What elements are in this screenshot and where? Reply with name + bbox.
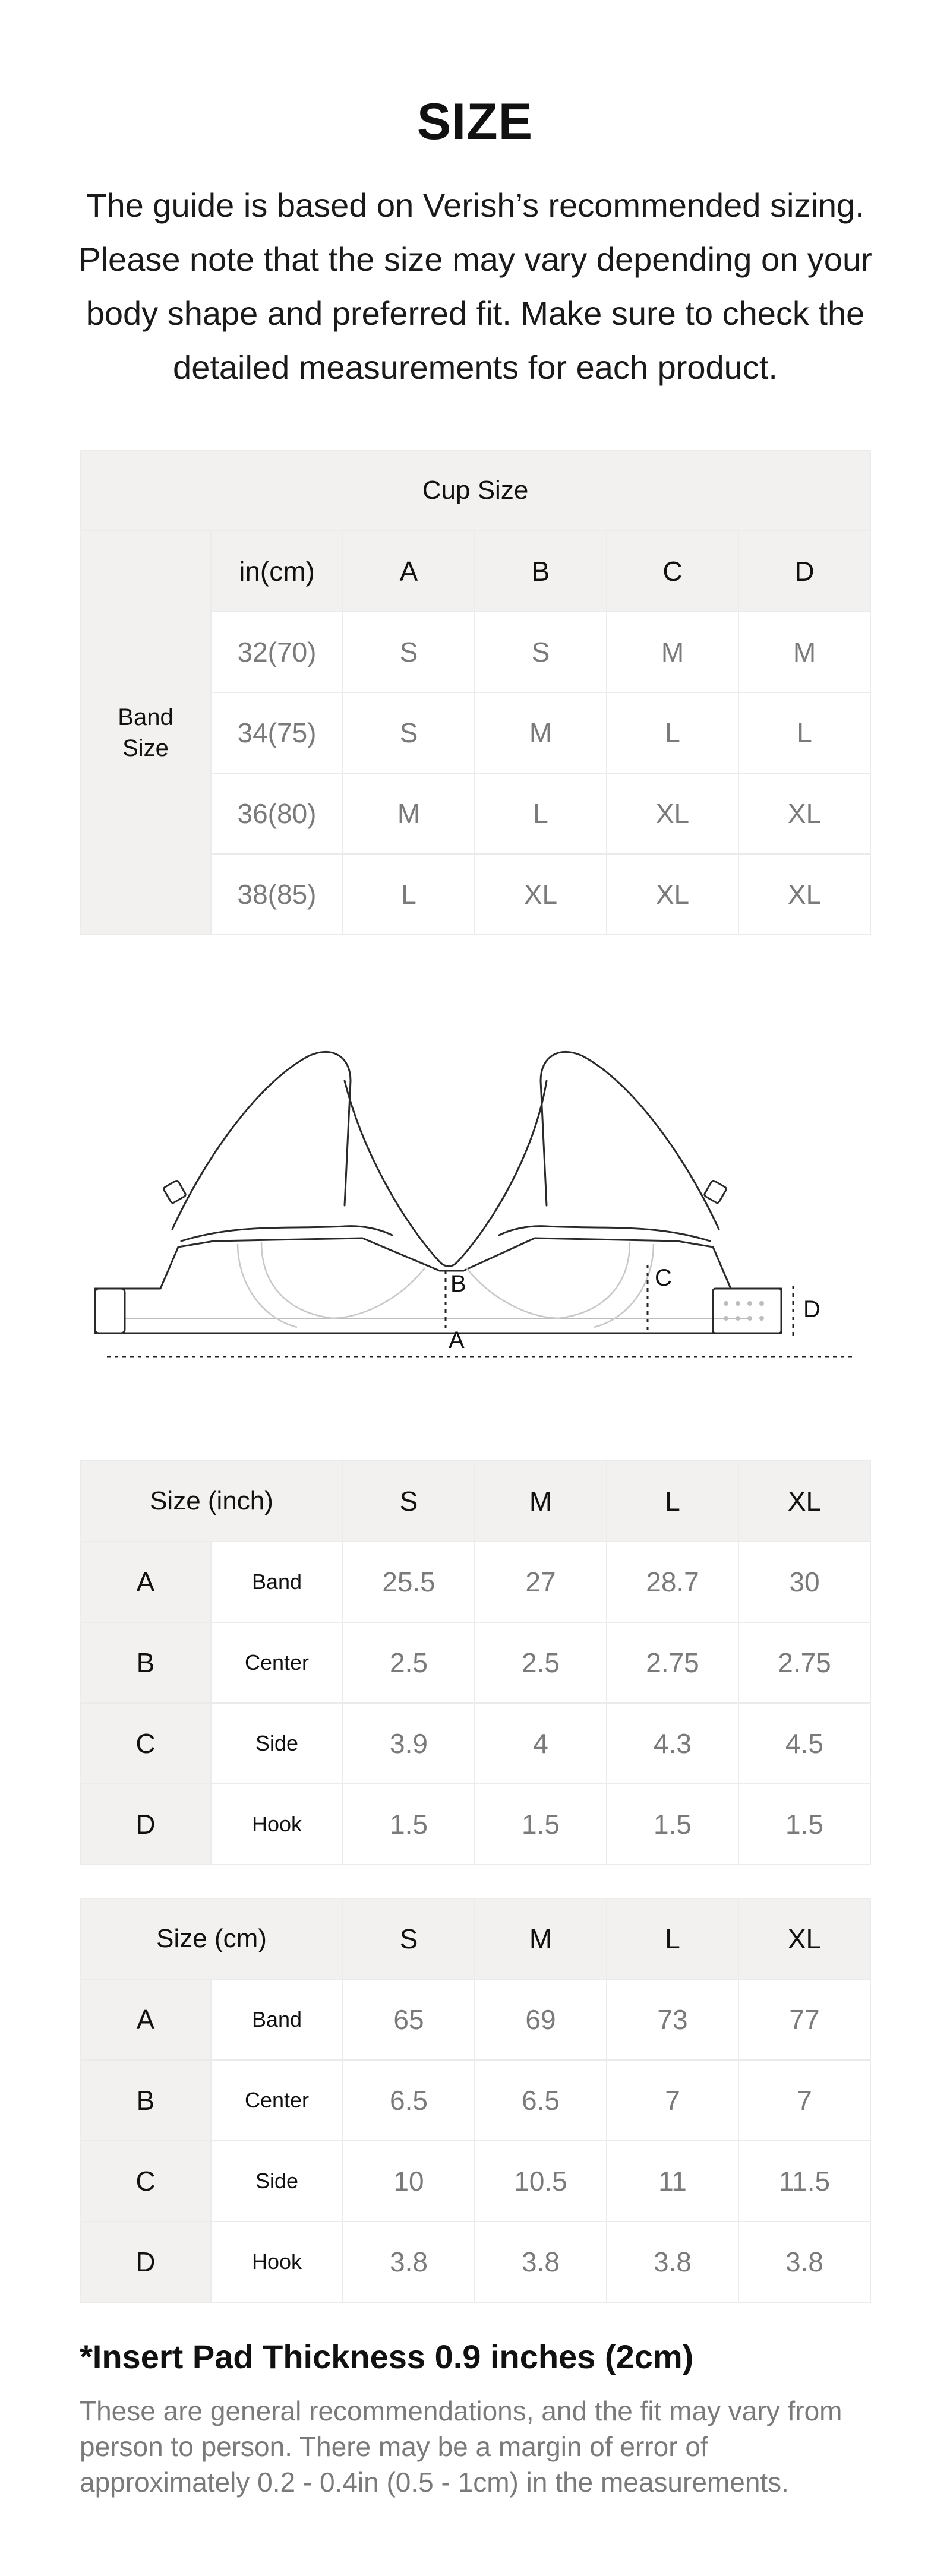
table-row (80, 1542, 870, 1622)
table-row (80, 1703, 870, 1784)
value-cell: 11.5 (738, 2141, 870, 2221)
cup-header: B (475, 531, 607, 612)
size-cell: L (738, 692, 870, 773)
measure-letter: A (80, 1979, 211, 2060)
band-cell: 36(80) (211, 773, 343, 854)
value-cell: 2.75 (738, 1622, 870, 1703)
measure-letter: A (80, 1542, 211, 1622)
value-cell: 3.8 (475, 2221, 607, 2302)
measure-letter: C (80, 2141, 211, 2221)
page-title: SIZE (416, 93, 534, 150)
measure-part: Center (211, 1622, 343, 1703)
cup-size-title: Cup Size (80, 450, 870, 531)
measure-part: Hook (211, 1784, 343, 1865)
table-row (80, 1979, 870, 2060)
measure-part: Center (211, 2060, 343, 2141)
right-strap (541, 1052, 719, 1229)
measure-letter: D (80, 1784, 211, 1865)
inch-measurement-table (80, 1460, 871, 1865)
cup-header: A (343, 531, 475, 612)
band-cell: 34(75) (211, 692, 343, 773)
measure-letter: D (80, 2221, 211, 2302)
left-strap-adjuster (163, 1180, 186, 1204)
size-cell: XL (738, 854, 870, 935)
size-cm-header: Size (cm) (80, 1898, 343, 1979)
center-gore (345, 1081, 547, 1267)
value-cell: 6.5 (343, 2060, 475, 2141)
table-row (80, 1784, 870, 1865)
left-band-tab (95, 1289, 125, 1333)
value-cell: 6.5 (475, 2060, 607, 2141)
value-cell: 4 (475, 1703, 607, 1784)
size-cell: XL (738, 773, 870, 854)
size-header: XL (738, 1898, 870, 1979)
left-wire-outer (238, 1244, 297, 1327)
table-row (80, 1622, 870, 1703)
value-cell: 2.5 (343, 1622, 475, 1703)
value-cell: 65 (343, 1979, 475, 2060)
value-cell: 69 (475, 1979, 607, 2060)
measure-part: Side (211, 1703, 343, 1784)
size-inch-header: Size (inch) (80, 1461, 343, 1542)
value-cell: 27 (475, 1542, 607, 1622)
size-header: L (607, 1461, 738, 1542)
value-cell: 10 (343, 2141, 475, 2221)
size-cell: M (475, 692, 607, 773)
size-cell: M (343, 773, 475, 854)
value-cell: 28.7 (607, 1542, 738, 1622)
left-strap (172, 1052, 351, 1229)
value-cell: 2.5 (475, 1622, 607, 1703)
value-cell: 1.5 (475, 1784, 607, 1865)
value-cell: 1.5 (343, 1784, 475, 1865)
value-cell: 77 (738, 1979, 870, 2060)
size-cell: XL (607, 854, 738, 935)
value-cell: 4.5 (738, 1703, 870, 1784)
measure-letter: B (80, 2060, 211, 2141)
size-cell: M (607, 612, 738, 692)
cup-size-table (80, 450, 871, 935)
size-header: M (475, 1461, 607, 1542)
label-d: D (803, 1296, 820, 1322)
pad-thickness-note: *Insert Pad Thickness 0.9 inches (2cm) (80, 2338, 694, 2375)
hook-tab (713, 1289, 781, 1333)
intro-text: The guide is based on Verish’s recommended sizing. Please note that the size may vary depending on your body shape and preferred fit. Make sure to check the detailed measurements for each product. (78, 186, 872, 386)
value-cell: 25.5 (343, 1542, 475, 1622)
value-cell: 4.3 (607, 1703, 738, 1784)
size-cell: S (343, 612, 475, 692)
size-cell: M (738, 612, 870, 692)
measure-part: Side (211, 2141, 343, 2221)
value-cell: 2.75 (607, 1622, 738, 1703)
value-cell: 7 (738, 2060, 870, 2141)
size-header: XL (738, 1461, 870, 1542)
size-header: L (607, 1898, 738, 1979)
measure-part: Hook (211, 2221, 343, 2302)
measure-letter: C (80, 1703, 211, 1784)
unit-header: in(cm) (211, 531, 343, 612)
right-wire-inner (466, 1242, 630, 1318)
table-row (80, 2060, 870, 2141)
table-row (80, 2141, 870, 2221)
size-cell: S (475, 612, 607, 692)
label-b: B (450, 1271, 466, 1297)
size-cell: L (475, 773, 607, 854)
value-cell: 7 (607, 2060, 738, 2141)
size-cell: L (343, 854, 475, 935)
value-cell: 3.8 (343, 2221, 475, 2302)
size-header: S (343, 1461, 475, 1542)
measure-letter: B (80, 1622, 211, 1703)
value-cell: 30 (738, 1542, 870, 1622)
size-cell: L (607, 692, 738, 773)
value-cell: 3.8 (738, 2221, 870, 2302)
cm-measurement-table (80, 1898, 871, 2303)
value-cell: 10.5 (475, 2141, 607, 2221)
value-cell: 11 (607, 2141, 738, 2221)
right-strap-adjuster (703, 1180, 727, 1204)
right-wire-outer (594, 1244, 654, 1327)
size-cell: XL (607, 773, 738, 854)
measure-part: Band (211, 1979, 343, 2060)
cup-header: C (607, 531, 738, 612)
band-cell: 32(70) (211, 612, 343, 692)
value-cell: 1.5 (738, 1784, 870, 1865)
label-a: A (449, 1327, 465, 1353)
size-cell: XL (475, 854, 607, 935)
bra-measurement-diagram (83, 1033, 861, 1372)
table-row (80, 2221, 870, 2302)
size-header: S (343, 1898, 475, 1979)
band-size-label: Band Size (80, 531, 211, 935)
value-cell: 1.5 (607, 1784, 738, 1865)
size-header: M (475, 1898, 607, 1979)
band-cell: 38(85) (211, 854, 343, 935)
measure-part: Band (211, 1542, 343, 1622)
size-cell: S (343, 692, 475, 773)
cup-header: D (738, 531, 870, 612)
value-cell: 73 (607, 1979, 738, 2060)
fit-disclaimer: These are general recommendations, and the fit may vary from person to person. There may be a margin of error of approximately 0.2 - 0.4in (0.5 - 1cm) in the measurements. (80, 2395, 842, 2498)
value-cell: 3.8 (607, 2221, 738, 2302)
value-cell: 3.9 (343, 1703, 475, 1784)
label-c: C (655, 1265, 672, 1291)
